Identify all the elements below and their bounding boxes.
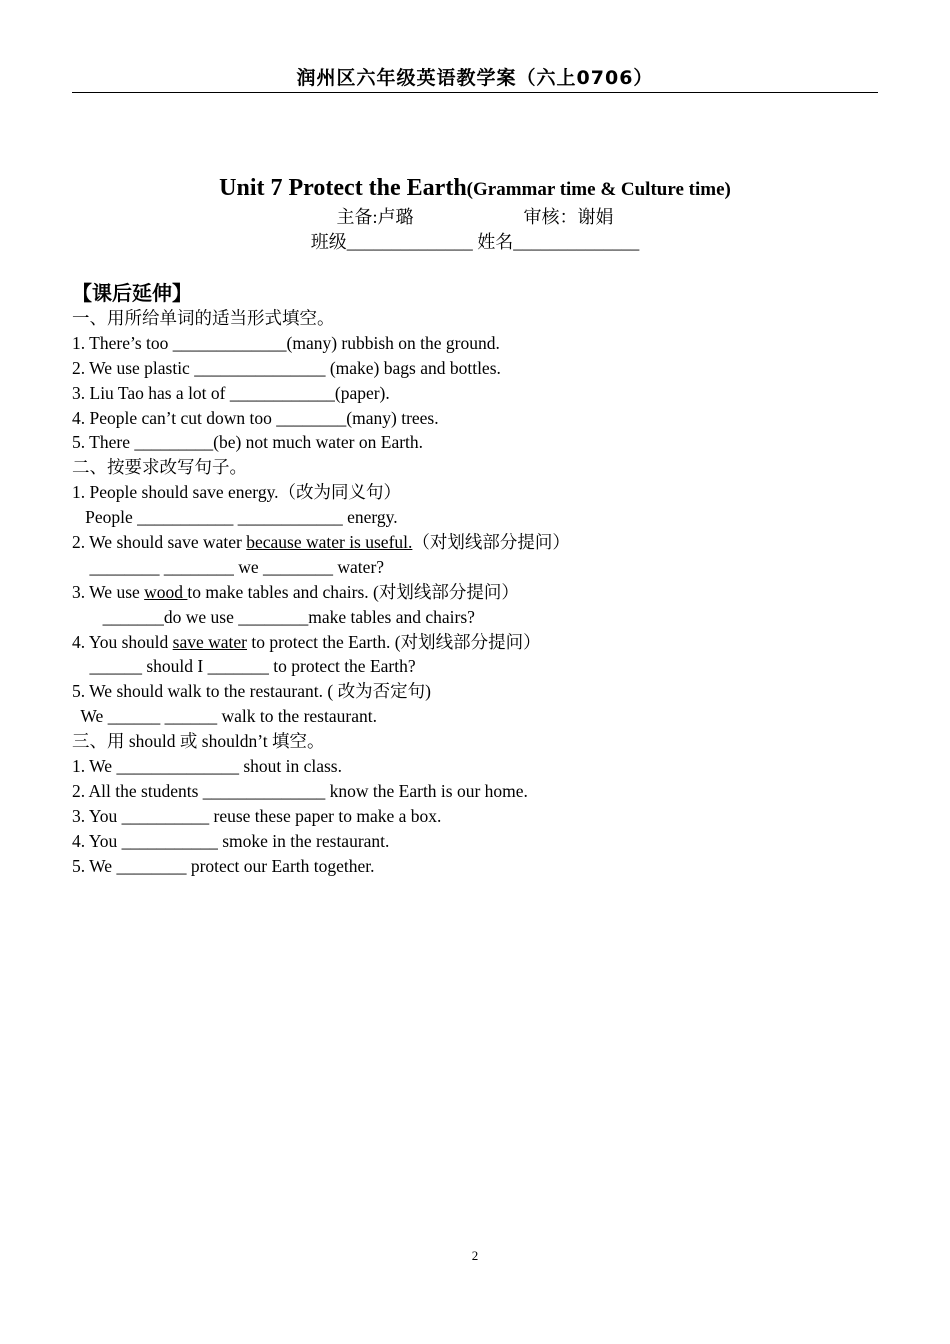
part2-heading: 二、按要求改写句子。 [72,457,247,478]
part1-item: 4. People can’t cut down too ________(many) trees. [72,407,439,428]
part3-item: 3. You __________ reuse these paper to make a box. [72,805,442,826]
author: 主备:卢璐 [336,207,414,227]
page-header: 润州区六年级英语教学案（六上0706） [72,64,878,93]
q2-post: （对划线部分提问） [412,532,570,553]
q4-post: to protect the Earth. (对划线部分提问） [247,631,541,652]
title-sub: (Grammar time & Culture time) [466,179,731,200]
class-name-line: 班级______________ 姓名______________ [310,232,640,252]
part2-question [72,580,878,605]
reviewer: 审核：谢娟 [523,207,614,227]
part3-heading: 三、用 should 或 shouldn’t 填空。 [72,731,325,752]
page-number: 2 [471,1248,479,1263]
part2-answer: ______ should I _______ to protect the Earth? [72,656,416,677]
q4-pre: 4. You should [72,631,173,652]
part2-answer: We ______ ______ walk to the restaurant. [72,706,377,727]
part1-item: 5. There _________(be) not much water on Earth. [72,432,424,453]
q2-pre: 2. We should save water [72,532,247,553]
exercise-content [72,280,878,878]
q4-underlined: save water [172,631,248,652]
part3-item: 2. All the students ______________ know the Earth is our home. [72,780,528,801]
part3-item: 4. You ___________ smoke in the restaurant. [72,830,390,851]
section-heading: 【课后延伸】 [72,281,192,305]
part1-item: 2. We use plastic _______________ (make) bags and bottles. [72,357,501,378]
part2-question [72,630,878,655]
worksheet-title [0,172,950,206]
title-main: Unit 7 Protect the Earth [219,175,467,201]
part2-question: 1. People should save energy.（改为同义句） [72,482,402,503]
part3-item: 5. We ________ protect our Earth together. [72,855,375,876]
q3-underlined: wood [144,581,188,602]
q3-pre: 3. We use [72,581,145,602]
part2-answer: ________ ________ we ________ water? [72,556,385,577]
part2-question: 5. We should walk to the restaurant. ( 改为否定句) [72,681,431,702]
part2-answer: People ___________ ____________ energy. [72,507,398,528]
part2-answer: _______do we use ________make tables and chairs? [72,606,475,627]
part3-item: 1. We ______________ shout in class. [72,756,342,777]
q3-post: to make tables and chairs. (对划线部分提问） [187,581,519,602]
part1-item: 3. Liu Tao has a lot of ____________(paper). [72,382,390,403]
q2-underlined: because water is useful. [246,532,413,553]
part1-heading: 一、用所给单词的适当形式填空。 [72,308,335,328]
part1-item: 1. There’s too _____________(many) rubbish on the ground. [72,332,500,353]
part2-question [72,530,878,555]
author-line [0,205,950,230]
